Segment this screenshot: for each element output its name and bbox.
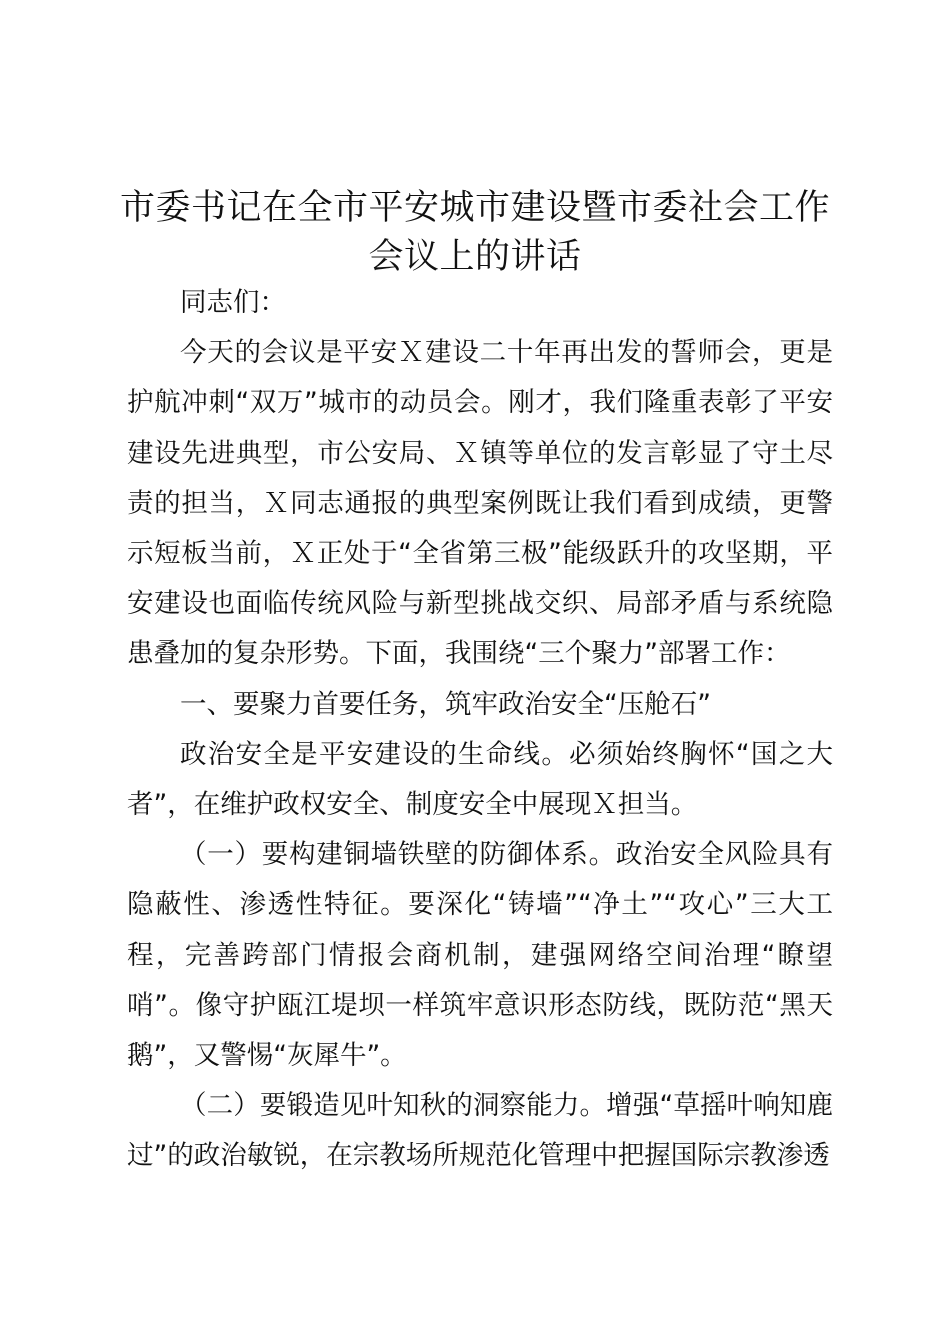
document-title-line-1: 市委书记在全市平安城市建设暨市委社会工作 [119, 188, 830, 228]
section-1-intro-paragraph: 政治安全是平安建设的生命线。必须始终胸怀“国之大者”，在维护政权安全、制度安全中展现Ｘ担当。 [127, 738, 833, 821]
document-title-line-2: 会议上的讲话 [368, 237, 582, 277]
subsection-1-paragraph: （一）要构建铜墙铁壁的防御体系。政治安全风险具有隐蔽性、渗透性特征。要深化“铸墙”“净土”“攻心”三大工程，完善跨部门情报会商机制，建强网络空间治理“瞭望哨”。像守护瓯江堤坝一样筑牢意识形态防线，既防范“黑天鹅”，又警惕“灰犀牛”。 [127, 839, 833, 1072]
document-body [127, 278, 833, 1182]
salutation-paragraph: 同志们： [180, 287, 286, 318]
subsection-2-paragraph: （二）要锻造见叶知秋的洞察能力。增强“草摇叶响知鹿过”的政治敏锐，在宗教场所规范化管理中把握国际宗教渗透 [127, 1090, 833, 1172]
section-heading-1: 一、要聚力首要任务，筑牢政治安全“压舱石” [180, 688, 711, 720]
intro-paragraph: 今天的会议是平安Ｘ建设二十年再出发的誓师会，更是护航冲刺“双万”城市的动员会。刚才，我们隆重表彰了平安建设先进典型，市公安局、Ｘ镇等单位的发言彰显了守土尽责的担当，Ｘ同志通报的典型案例既让我们看到成绩，更警示短板当前，Ｘ正处于“全省第三极”能级跃升的攻坚期，平安建设也面临传统风险与新型挑战交织、局部矛盾与系统隐患叠加的复杂形势。下面，我围绕“三个聚力”部署工作： [127, 337, 833, 670]
